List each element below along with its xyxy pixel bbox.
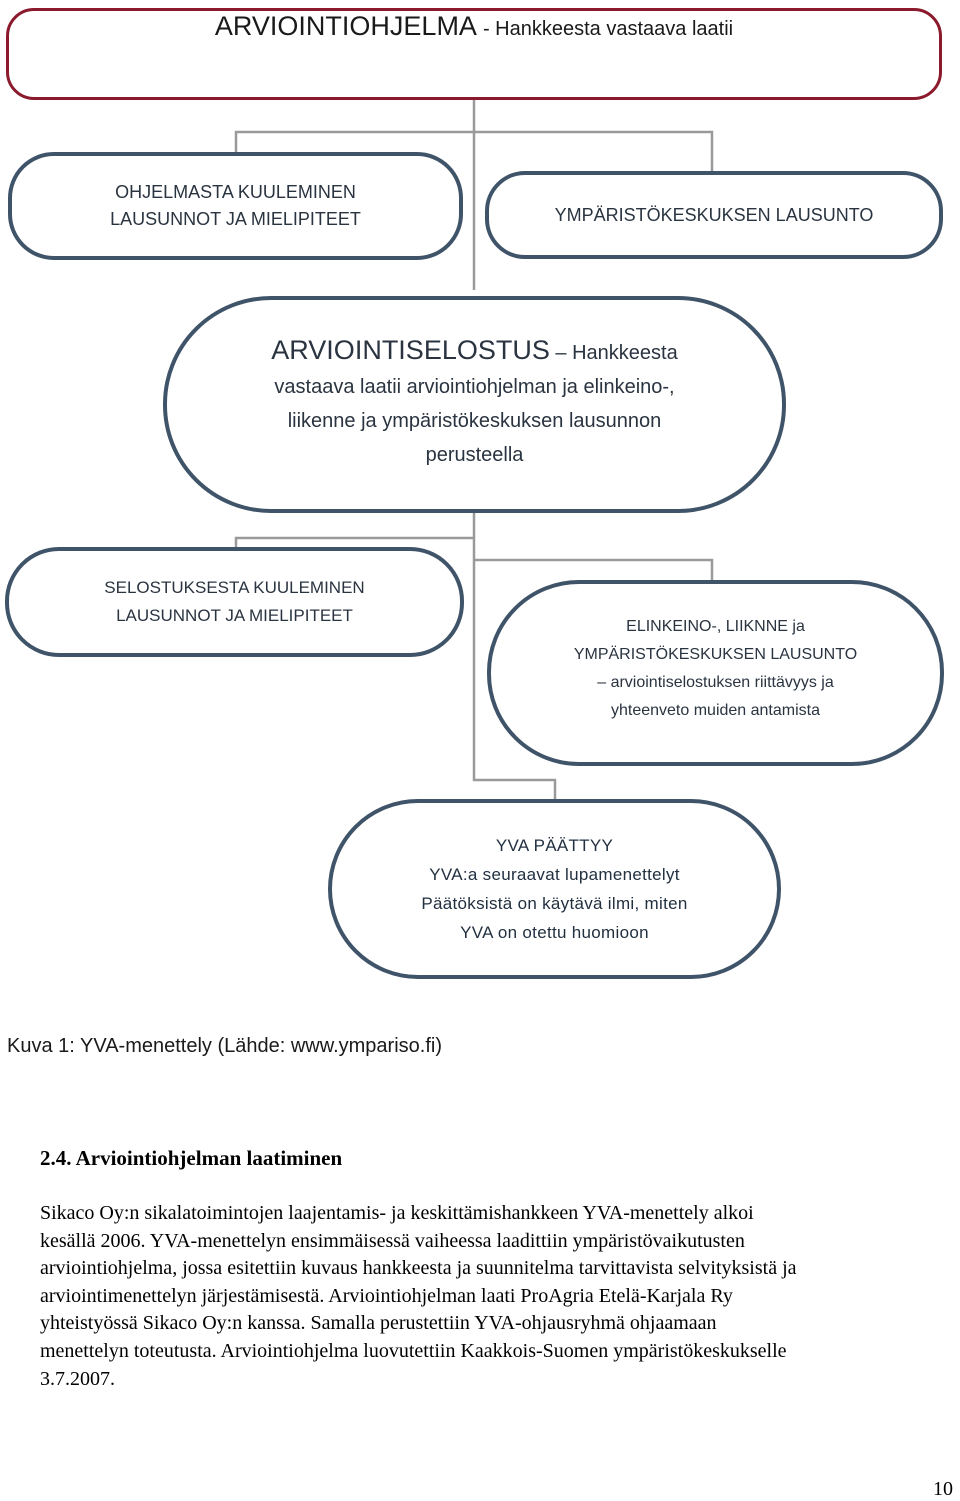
paragraph-line: arviointiohjelma, jossa esitettiin kuvaus hankkeesta ja suunnitelma tarvittavista selvityksistä ja <box>40 1257 797 1280</box>
ely-statement-box <box>487 580 944 766</box>
eia-end-box <box>328 799 781 979</box>
report-heading: ARVIOINTISELOSTUS <box>271 335 550 365</box>
box-text-line: YVA:a seuraavat lupamenettelyt <box>429 865 680 884</box>
section-paragraph <box>40 1200 960 1393</box>
environment-centre-statement-box <box>485 171 943 259</box>
paragraph-line: 3.7.2007. <box>40 1367 115 1390</box>
paragraph-line: yhteistyössä Sikaco Oy:n kanssa. Samalla perustettiin YVA-ohjausryhmä ohjaamaan <box>40 1312 717 1335</box>
report-heading-line <box>271 333 677 370</box>
section-heading: 2.4. Arviointiohjelman laatiminen <box>40 1146 343 1170</box>
box-text-line: YVA on otettu huomioon <box>460 923 649 942</box>
box-text-line: LAUSUNNOT JA MIELIPITEET <box>110 209 361 229</box>
box-text-line: vastaava laatii arviointiohjelman ja elinkeino-, <box>274 376 675 398</box>
box-text-line: YMPÄRISTÖKESKUKSEN LAUSUNTO <box>554 204 874 225</box>
title-box <box>6 8 942 100</box>
box-text-line: OHJELMASTA KUULEMINEN <box>115 182 356 202</box>
assessment-report-box <box>163 296 786 513</box>
box-text-line: perusteella <box>425 444 524 466</box>
box-text-line: LAUSUNNOT JA MIELIPITEET <box>116 606 353 625</box>
box-text-line: ELINKEINO-, LIIKNNE ja <box>626 618 805 635</box>
title-box-main: ARVIOINTIOHJELMA <box>214 11 477 41</box>
report-heading-rest: – Hankkeesta <box>549 342 678 364</box>
paragraph-line: Sikaco Oy:n sikalatoimintojen laajentamis- ja keskittämishankkeen YVA-menettely alkoi <box>40 1202 754 1224</box>
title-box-sub: - Hankkeesta vastaava laatii <box>482 18 734 40</box>
box-text-line: – arviointiselostuksen riittävyys ja <box>597 674 834 691</box>
report-feedback-box <box>5 547 464 657</box>
figure-caption: Kuva 1: YVA-menettely (Lähde: www.ympariso.fi) <box>7 1035 442 1057</box>
box-text-line: yhteenveto muiden antamista <box>610 702 820 719</box>
program-feedback-box <box>8 152 463 260</box>
box-text-line: SELOSTUKSESTA KUULEMINEN <box>104 578 365 597</box>
page-number: 10 <box>933 1478 953 1500</box>
box-text-line: liikenne ja ympäristökeskuksen lausunnon <box>287 410 662 432</box>
paragraph-line: menettelyn toteutusta. Arviointiohjelma luovutettiin Kaakkois-Suomen ympäristökeskukselle <box>40 1339 787 1362</box>
box-text-line: Päätöksistä on käytävä ilmi, miten <box>421 894 688 913</box>
paragraph-line: arviointimenettelyn järjestämisestä. Arviointiohjelman laati ProAgria Etelä-Karjala Ry <box>40 1284 733 1307</box>
box-text-line: YMPÄRISTÖKESKUKSEN LAUSUNTO <box>573 646 858 663</box>
box-text-line: YVA PÄÄTTYY <box>495 836 614 855</box>
paragraph-line: kesällä 2006. YVA-menettelyn ensimmäisessä vaiheessa laadittiin ympäristövaikutusten <box>40 1229 745 1252</box>
